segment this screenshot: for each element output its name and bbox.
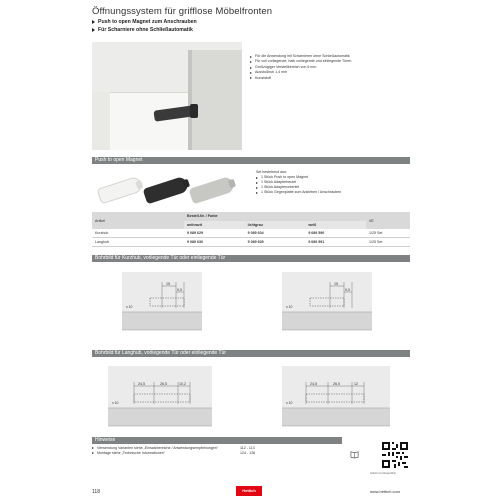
drawing-left — [108, 366, 212, 426]
feature-item: Für die Anwendung mit Scharnieren ohne Schließautomatik — [250, 54, 430, 59]
dim-label: 24,5 — [138, 382, 145, 386]
side-label: x 10 — [126, 305, 133, 309]
bullet-icon — [256, 192, 258, 194]
dim-label: 10,2 — [179, 382, 186, 386]
col-ve: VE — [369, 218, 374, 223]
bullet-triangle-icon — [92, 28, 95, 32]
subtitle-1: Push to open Magnet zum Anschrauben — [92, 19, 422, 25]
drawing-right — [282, 272, 372, 330]
qr-code-icon[interactable] — [382, 442, 408, 468]
feature-item: Kunststoff — [250, 76, 430, 81]
dim-label: 26,5 — [333, 382, 340, 386]
set-contents — [256, 170, 416, 195]
feature-item: Ausstoßhub 1,4 mm — [250, 70, 430, 75]
feature-list — [250, 54, 430, 81]
table-row: Langhub 9 089 630 9 089 605 9 089 591 1/25 Set — [92, 238, 410, 247]
bullet-icon — [256, 177, 258, 179]
hint-item: Montage siehe „Technische Informationen“ 124 - 126 — [92, 451, 342, 456]
set-item: 1 Stück Push to open Magnet — [256, 175, 416, 180]
hint-pages: 124 - 126 — [240, 451, 256, 455]
drilling-diagram-kurzhub — [92, 268, 410, 344]
col-artikel: Artikel — [95, 218, 105, 223]
dim-label: 24,5 — [310, 382, 317, 386]
website-link[interactable]: www.hettich.com — [370, 489, 401, 494]
drawing-left — [122, 272, 202, 330]
bullet-icon — [256, 182, 258, 184]
section-bar-kurzhub: Bohrbild für Kurzhub, vorliegende Tür oder einliegende Tür — [92, 255, 410, 262]
hints-list — [92, 446, 342, 456]
product-anthracite-image — [143, 176, 190, 205]
hint-pages: 112 - 113 — [240, 446, 255, 450]
bullet-icon — [250, 67, 252, 69]
book-icon — [350, 450, 359, 459]
product-white-image — [97, 176, 144, 205]
set-item: 1 Stück Adapterbeutel — [256, 180, 416, 185]
section-bar-langhub: Bohrbild für Langhub, vorliegende Tür oder einliegende Tür — [92, 350, 410, 357]
product-lightgrey-image — [189, 176, 236, 205]
bullet-icon — [256, 187, 258, 189]
side-label: x 10 — [112, 401, 119, 405]
dim-label: 15 — [166, 282, 170, 286]
side-label: x 10 — [286, 401, 293, 405]
bullet-icon — [92, 452, 94, 454]
col-color-lichtgrau: lichtgrau — [247, 222, 263, 227]
bullet-triangle-icon — [92, 20, 95, 24]
page-number: 118 — [92, 489, 100, 495]
bullet-icon — [250, 72, 252, 74]
set-item: 1 Stück Gegenplatte zum Ankleben / Anschrauben — [256, 190, 416, 195]
bullet-icon — [250, 56, 252, 58]
feature-item: Großzügiger Verstellbereich von 6 mm — [250, 65, 430, 70]
dim-label: 26,5 — [160, 382, 167, 386]
dim-label: 12 — [354, 382, 358, 386]
page-title: Öffnungssystem für grifflose Möbelfronten — [92, 6, 273, 17]
hettich-logo: Hettich — [236, 486, 262, 496]
subtitle-2: Für Scharniere ohne Schließautomatik — [92, 27, 422, 33]
order-table — [92, 212, 410, 247]
bullet-icon — [92, 447, 94, 449]
col-color-weiss: weiß — [308, 222, 317, 227]
col-color-anthrazit: anthrazit — [187, 222, 202, 227]
dim-label: 9,5 — [177, 288, 182, 292]
drilling-diagram-langhub — [92, 362, 410, 438]
installation-photo — [92, 42, 242, 150]
dim-label: 9,5 — [345, 288, 350, 292]
bullet-icon — [250, 77, 252, 79]
table-row: Kurzhub 9 089 629 9 089 604 9 089 590 1/25 Set — [92, 229, 410, 238]
side-label: x 10 — [286, 305, 293, 309]
bullet-icon — [250, 61, 252, 63]
feature-item: Für voll vorliegende, halb vorliegende und einliegende Türen — [250, 59, 430, 64]
drawing-right — [282, 366, 390, 426]
qr-label: hettich.com/kassel/link — [370, 472, 396, 475]
product-variants — [92, 168, 242, 210]
page-header — [92, 6, 422, 33]
dim-label: 15 — [334, 282, 338, 286]
col-bestell: Bestell-Nr. / Farbe — [187, 214, 218, 219]
set-item: 1 Stück Adapterunterteil — [256, 185, 416, 190]
section-bar-hinweise: Hinweise — [92, 437, 342, 444]
hint-item: Verwendung Varianten siehe „Einsatzbereiche / Anwendungsempfehlungen“ 112 - 113 — [92, 446, 342, 451]
section-bar-push-to-open: Push to open Magnet — [92, 157, 410, 164]
set-contents-intro: Set bestehend aus: — [256, 170, 287, 174]
